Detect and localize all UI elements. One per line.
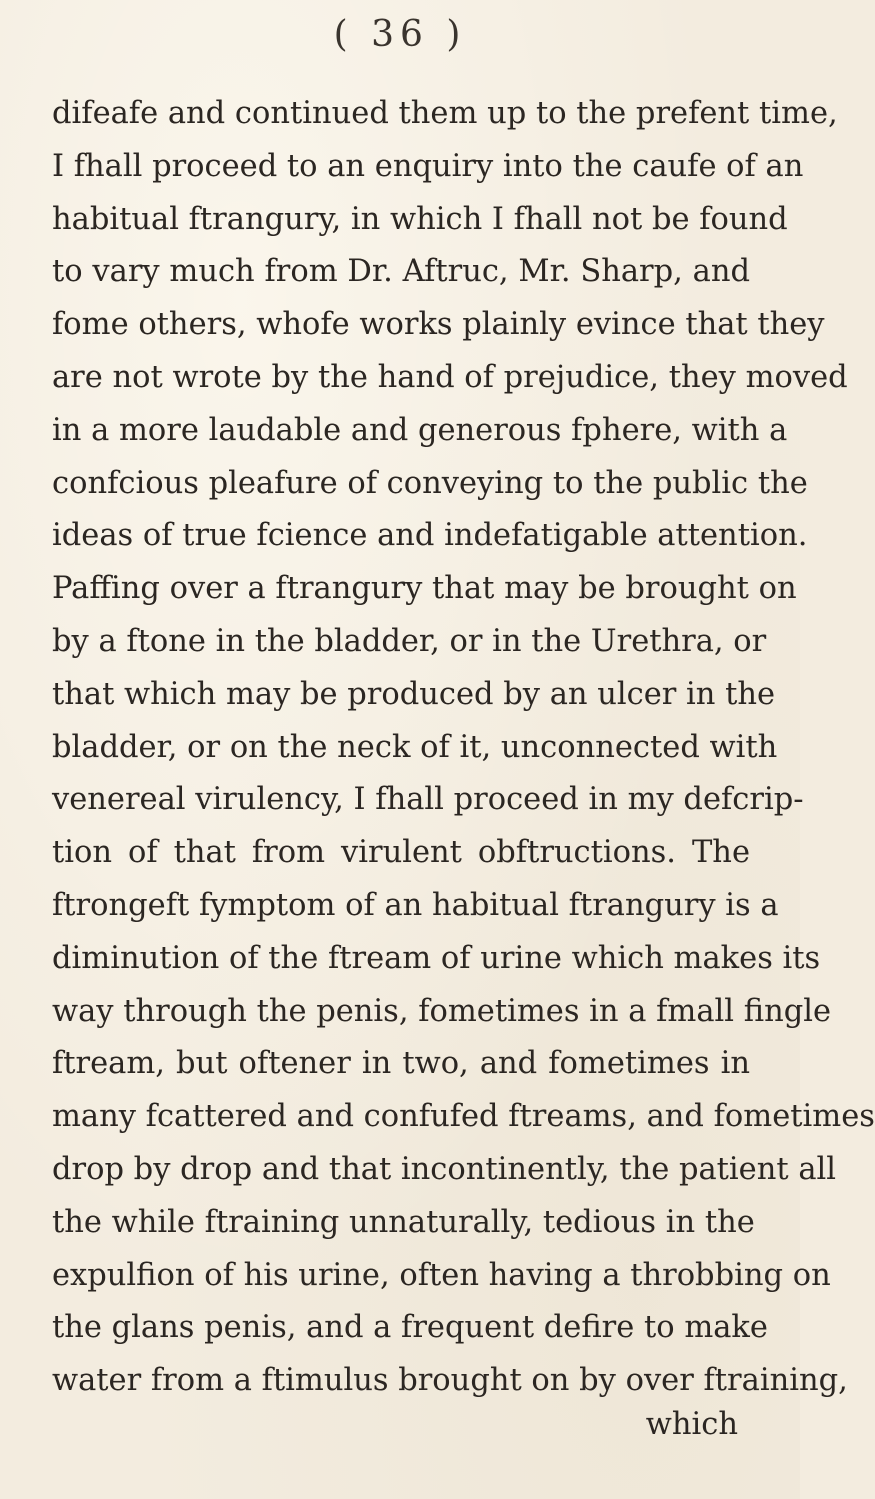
text-line: fome others, whofe works plainly evince that they — [52, 307, 825, 343]
text-line: habitual ftrangury, in which I fhall not be found — [52, 201, 788, 237]
text-line: ideas of true fcience and indefatigable attention. — [52, 518, 808, 554]
text-line: bladder, or on the neck of it, unconnected with — [52, 729, 778, 765]
text-line: ftrongeft fymptom of an habitual ftrangury is a — [52, 887, 779, 923]
catchword: which — [645, 1407, 738, 1442]
text-line: confcious pleafure of conveying to the public the — [52, 465, 808, 501]
text-line: the while ftraining unnaturally, tedious in the — [52, 1204, 755, 1240]
page-number: ( 36 ) — [333, 14, 467, 55]
text-line: many fcattered and confufed ftreams, and fometimes — [52, 1099, 875, 1135]
body-text — [52, 88, 875, 1408]
text-line: I fhall proceed to an enquiry into the caufe of an — [52, 148, 804, 184]
text-line: venereal virulency, I fhall proceed in my defcrip- — [52, 782, 804, 818]
text-line: in a more laudable and generous fphere, with a — [52, 412, 788, 448]
text-line: to vary much from Dr. Aftruc, Mr. Sharp, and — [52, 254, 750, 290]
text-line: difeafe and continued them up to the prefent time, — [52, 96, 838, 131]
text-line: that which may be produced by an ulcer in the — [52, 676, 776, 712]
text-line: ftream, but oftener in two, and fometimes in — [52, 1046, 750, 1082]
text-line: Paffing over a ftrangury that may be brought on — [52, 571, 797, 607]
text-line: the glans penis, and a frequent defire to make — [52, 1310, 768, 1346]
text-line: drop by drop and that incontinently, the patient all — [52, 1151, 837, 1187]
text-line: by a ftone in the bladder, or in the Urethra, or — [52, 623, 767, 659]
text-line: water from a ftimulus brought on by over ftraining, — [52, 1363, 848, 1399]
text-line: tion of that from virulent obftructions. The — [52, 835, 750, 871]
text-line: expulfion of his urine, often having a throbbing on — [52, 1257, 831, 1293]
text-line: are not wrote by the hand of prejudice, they moved — [52, 359, 848, 395]
text-line: diminution of the ftream of urine which makes its — [52, 940, 821, 976]
text-line: way through the penis, fometimes in a fmall fingle — [52, 993, 832, 1029]
